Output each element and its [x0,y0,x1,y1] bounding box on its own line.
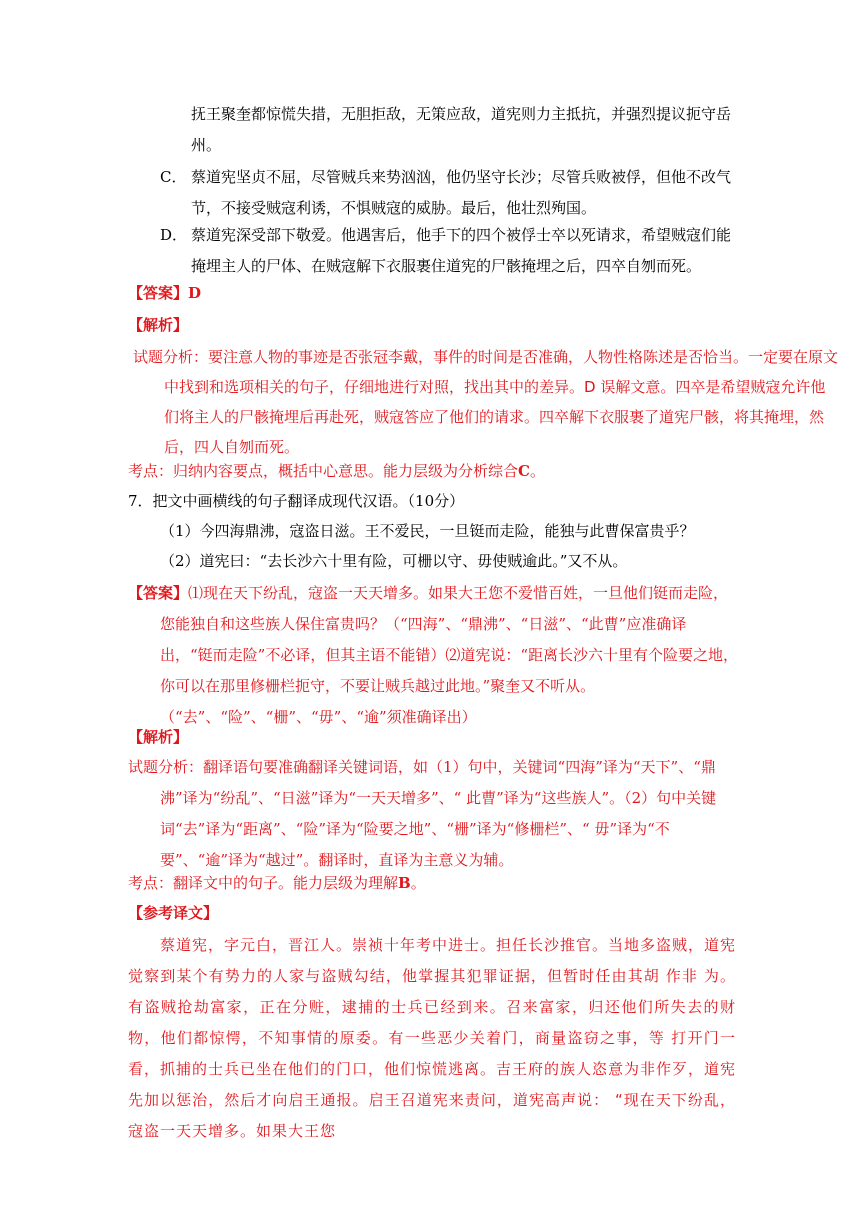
q7-kaodian-label: 考点： [128,874,174,892]
option-d-label: D． [160,226,188,244]
reference-label: 【参考译文】 [128,904,219,922]
q6-analysis-text: 试题分析：要注意人物的事迹是否张冠李戴，事件的时间是否准确，人物性格陈述是否恰当。一定要在原文中找到和选项相关的句子，仔细地进行对照，找出其中的差异。D 误解文意。四卒是希望贼寇允许他们将主人的尸骸掩埋后再赴死，贼寇答应了他们的请求。四卒解下衣服裹了道宪尸骸，将其掩埋，然后，四人自刎而死。 [133,348,839,456]
q6-kaodian-level: C [518,462,530,480]
option-b-continuation: 抚王聚奎都惊慌失措，无胆拒敌，无策应敌，道宪则力主抵抗，并强烈提议扼守岳州。 [191,105,732,154]
q6-analysis-label: 【解析】 [128,316,189,334]
q6-answer-label: 【答案】 [128,284,189,302]
q7-stem: 7．把文中画横线的句子翻译成现代汉语。（10分） [128,492,465,510]
q7-sentence-1: （1）今四海鼎沸，寇盗日滋。王不爱民，一旦铤而走险，能独与此曹保富贵乎？ [160,522,695,540]
q6-answer [128,278,201,309]
q6-kaodian-label: 考点： [128,462,174,480]
q7-sentence-2: （2）道宪曰：“去长沙六十里有险，可栅以守、毋使贼逾此。”又不从。 [160,552,628,570]
q7-analysis-text: 试题分析：翻译语句要准确翻译关键词语，如（1）句中，关键词“四海”译为“天下”、“鼎沸”译为“纷乱”、“日滋”译为“一天天增多”、“ 此曹”译为“这些族人”。（2）句中关键词“去”译为“距离”、“险”译为“险要之地”、“栅”译为“修栅栏”、“ 毋”译为“不要”、“逾”译为“越过”。翻译时，直译为主意义为辅。 [128,758,717,869]
q7-kaodian-level: B [398,874,411,892]
q7-answer-label: 【答案】 [128,584,189,602]
option-c-text: 蔡道宪坚贞不屈，尽管贼兵来势汹汹，他仍坚守长沙；尽管兵败被俘，但他不改气节，不接受贼寇利诱，不惧贼寇的威胁。最后，他壮烈殉国。 [191,168,732,217]
option-c-label: C． [160,168,187,186]
reference-text: 蔡道宪，字元白，晋江人。崇祯十年考中进士。担任长沙推官。当地多盗贼，道宪觉察到某个有势力的人家与盗贼勾结，他掌握其犯罪证据，但暂时任由其胡 作非 为。有盗贼抢劫富家，正在分赃，逮捕的士兵已经到来。召来富家，归还他们所失去的财物，他们都惊愕，不知事情的原委。有一些恶少关着门，商量盗窃之事，等 打开门一看，抓捕的士兵已坐在他们的门口，他们惊慌逃离。吉王府的族人恣意为非作歹，道宪先加以惩治，然后才向启王通报。启王召道宪来责问，道宪高声说： “现在天下纷乱，寇盗一天天增多。如果大王您 [128,936,737,1140]
q7-answer-text: ⑴现在天下纷乱，寇盗一天天增多。如果大王您不爱惜百姓，一旦他们铤而走险，您能独自和这些族人保住富贵吗？（“四海”、“鼎沸”、“日滋”、“此曹”应准确译出，“铤而走险”不必译，但其主语不能错）⑵道宪说：“距离长沙六十里有个险要之地，你可以在那里修栅栏扼守，不要让贼兵越过此地。”聚奎又不听从。（“去”、“险”、“栅”、“毋”、“逾”须准确译出） [160,584,739,726]
q7-kaodian-text: 翻译文中的句子。能力层级为理解 [173,874,399,892]
q7-analysis-label: 【解析】 [128,728,189,746]
q6-answer-value: D [188,284,202,302]
q7-kaodian: 考点：翻译文中的句子。能力层级为理解B。 [128,874,426,892]
q6-kaodian-text: 归纳内容要点，概括中心意思。能力层级为分析综合 [173,462,519,480]
option-d-text: 蔡道宪深受部下敬爱。他遇害后，他手下的四个被俘士卒以死请求，希望贼寇们能掩埋主人的尸体、在贼寇解下衣服裹住道宪的尸骸掩埋之后，四卒自刎而死。 [191,226,732,275]
q6-kaodian: 考点：归纳内容要点，概括中心意思。能力层级为分析综合C。 [128,462,545,480]
q7-answer [128,578,738,733]
